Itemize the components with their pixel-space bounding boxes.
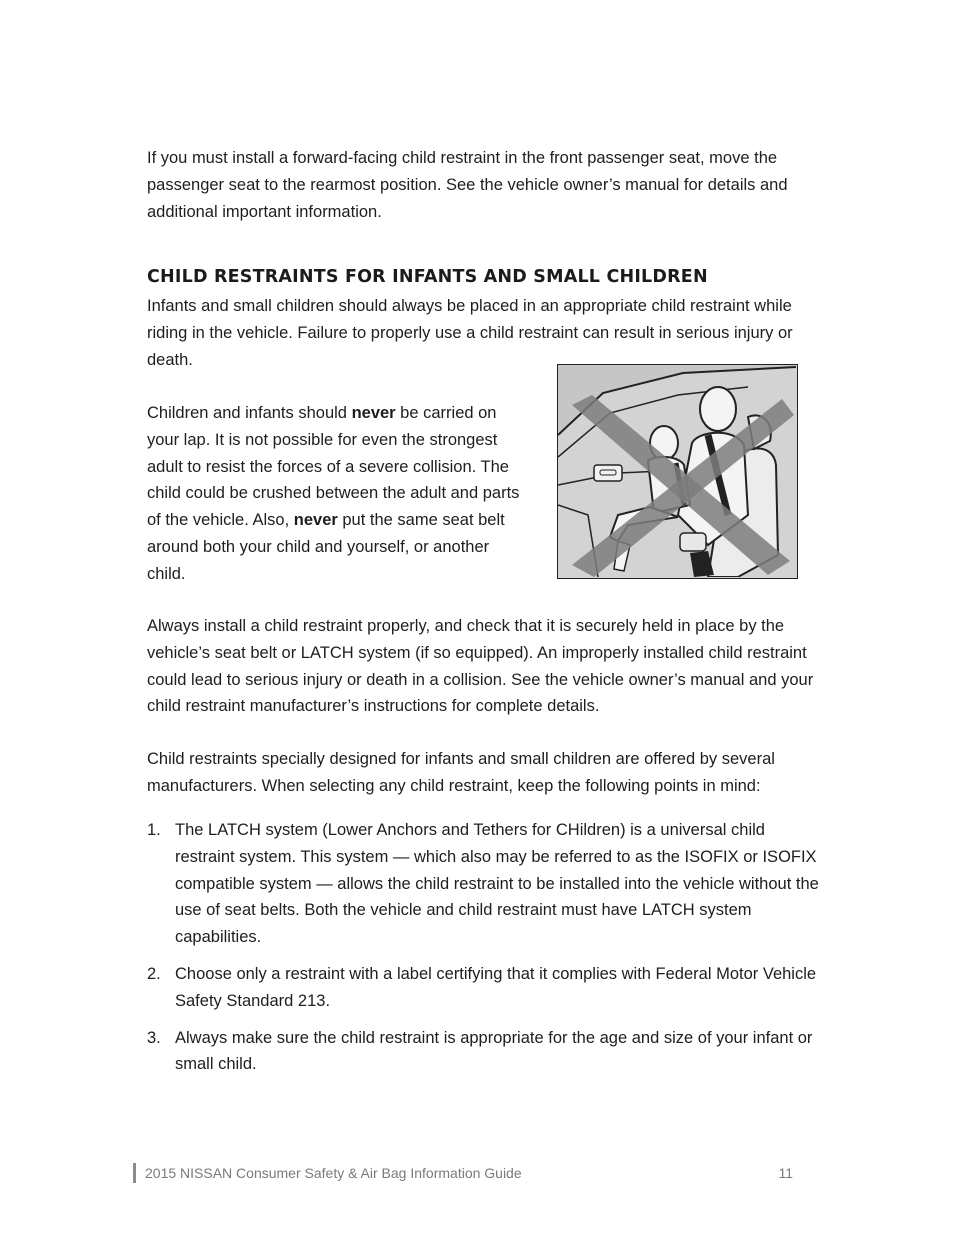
list-number: 2. <box>147 964 161 983</box>
section-heading: CHILD RESTRAINTS FOR INFANTS AND SMALL CHILDREN <box>147 267 708 287</box>
prohibited-lap-illustration <box>557 364 798 579</box>
list-text: Always make sure the child restraint is appropriate for the age and size of your infant or small child. <box>175 1028 813 1074</box>
adult-holding-child-prohibited-illustration-icon <box>558 365 796 577</box>
infants-paragraph: Infants and small children should always be placed in an appropriate child restraint while riding in the vehicle. Failure to properly use a child restraint can result in serious injury or death. <box>147 297 793 369</box>
footer-title: 2015 NISSAN Consumer Safety & Air Bag Information Guide <box>145 1165 522 1181</box>
list-item <box>147 961 827 1015</box>
page-number: 11 <box>778 1165 793 1181</box>
selection-intro-paragraph: Child restraints specially designed for infants and small children are offered by several manufacturers. When selecting any child restraint, keep the following points in mind: <box>147 750 775 795</box>
list-item <box>147 1025 827 1079</box>
list-number: 3. <box>147 1028 161 1047</box>
list-text: Choose only a restraint with a label certifying that it complies with Federal Motor Vehicle Safety Standard 213. <box>175 964 817 1010</box>
list-item <box>147 817 827 951</box>
footer-divider <box>133 1163 136 1183</box>
list-number: 1. <box>147 821 161 839</box>
never-emphasis: never <box>293 511 338 530</box>
page-footer <box>133 1163 793 1185</box>
selection-points-list <box>147 817 827 1078</box>
never-emphasis: never <box>351 404 396 422</box>
list-text: The LATCH system (Lower Anchors and Tethers for CHildren) is a universal child restraint system. This system — which also may be referred to as the ISOFIX or ISOFIX compatible system — allows the child restraint to be installed into the vehicle without the use of seat belts. Both the vehicle and child restraint must have LATCH system capabilities. <box>175 821 819 947</box>
intro-paragraph: If you must install a forward-facing child restraint in the front passenger seat, move the passenger seat to the rearmost position. See the vehicle owner’s manual for details and additional important information. <box>147 149 788 221</box>
never-on-lap-paragraph: Children and infants should never be carried on your lap. It is not possible for even the strongest adult to resist the forces of a severe collision. The child could be crushed between the adult and parts of the vehicle. Also, never put the same seat belt around both your child and yourself, or another child. <box>147 404 520 583</box>
install-properly-paragraph: Always install a child restraint properly, and check that it is securely held in place by the vehicle’s seat belt or LATCH system (if so equipped). An improperly installed child restraint could lead to serious injury or death in a collision. See the vehicle owner’s manual and your child restraint manufacturer’s instructions for complete details. <box>147 617 814 716</box>
